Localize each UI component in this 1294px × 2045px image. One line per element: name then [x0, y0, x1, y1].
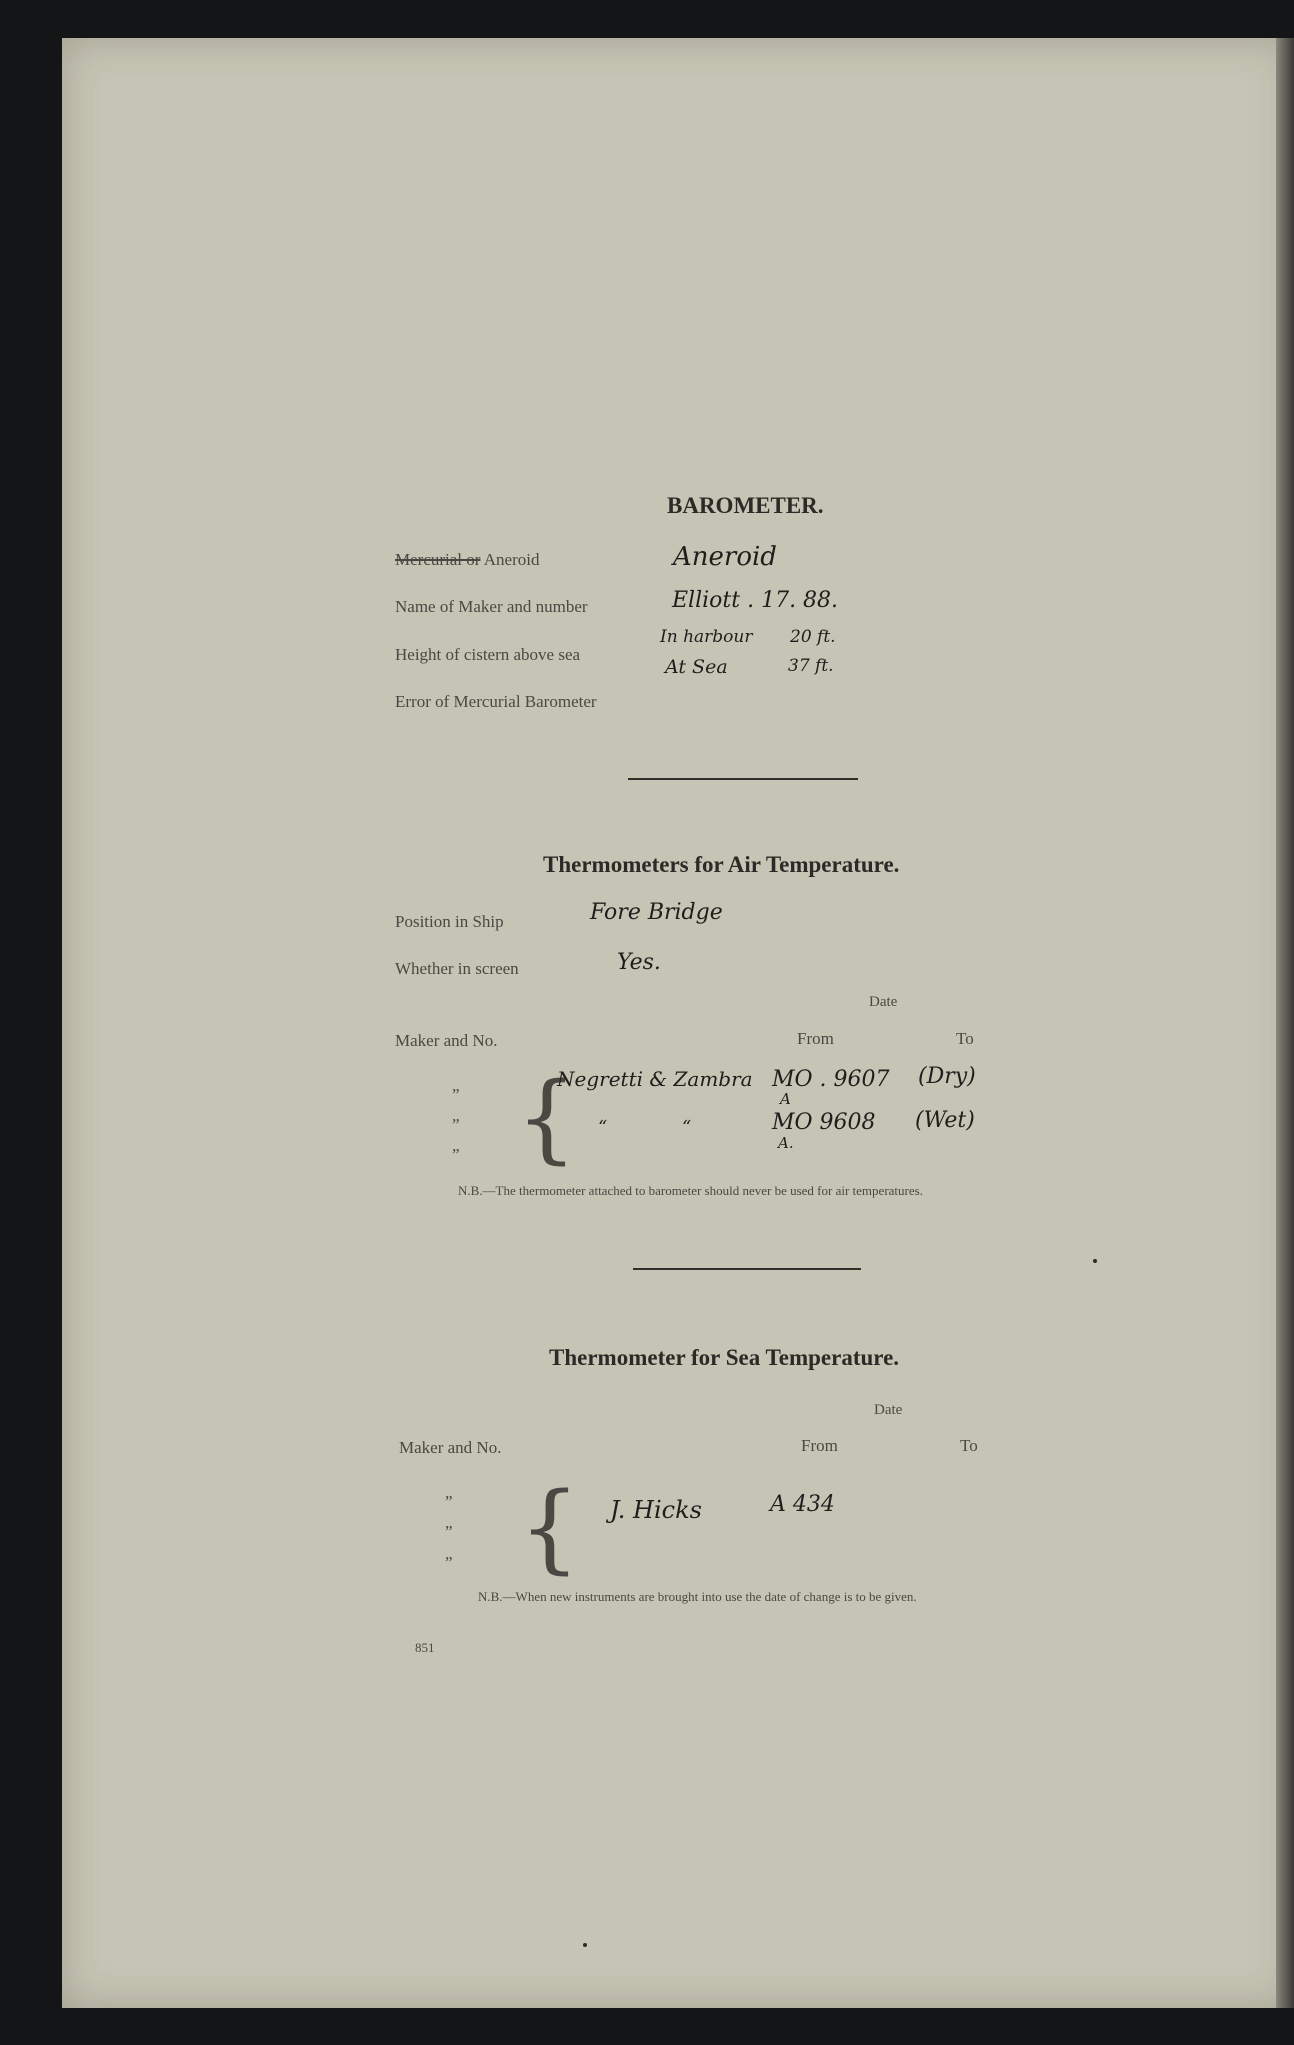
air-row1-kind: (Dry) — [918, 1064, 976, 1089]
ditto-mark: ” — [452, 1115, 460, 1134]
air-row2-maker: “ — [682, 1117, 692, 1138]
maker-label: Name of Maker and number — [395, 597, 588, 616]
maker-value: Elliott . 17. 88. — [672, 588, 839, 613]
ditto-mark: ” — [445, 1492, 453, 1511]
page-number: 851 — [415, 1640, 435, 1655]
air-row2-maker: “ — [598, 1117, 608, 1138]
height-sea-value: 37 ft. — [788, 656, 834, 676]
brace: { — [516, 1062, 578, 1174]
height-harbour: In harbour — [660, 627, 753, 647]
barometer-title: BAROMETER. — [667, 493, 824, 518]
ditto-mark: ” — [452, 1085, 460, 1104]
page-edge — [1276, 38, 1294, 2008]
height-sea: At Sea — [665, 656, 728, 678]
ditto-mark: ” — [452, 1145, 460, 1164]
sea-row1-maker: J. Hicks — [610, 1496, 702, 1524]
ditto-mark: ” — [445, 1522, 453, 1541]
air-date-label: Date — [869, 994, 898, 1010]
air-row2-number: MO 9608 — [772, 1110, 876, 1135]
barometer-type-label — [395, 550, 539, 570]
document-page — [62, 38, 1294, 2008]
sea-from-label: From — [801, 1436, 838, 1455]
divider-2 — [633, 1268, 861, 1270]
divider-1 — [628, 778, 858, 780]
height-harbour-value: 20 ft. — [790, 627, 836, 647]
screen-value: Yes. — [617, 950, 661, 975]
error-label: Error of Mercurial Barometer — [395, 692, 597, 711]
air-row1-maker: Negretti & Zambra — [557, 1067, 753, 1091]
struck-label: Mercurial or — [395, 550, 481, 569]
air-row2-sub: A. — [778, 1134, 794, 1152]
aneroid-label: Aneroid — [483, 550, 540, 569]
ditto-mark: ” — [445, 1553, 453, 1572]
sea-to-label: To — [960, 1436, 978, 1455]
sea-maker-label: Maker and No. — [399, 1438, 502, 1457]
air-row1-number: MO . 9607 — [772, 1067, 890, 1092]
air-title: Thermometers for Air Temperature. — [543, 852, 900, 877]
sea-date-label: Date — [874, 1402, 903, 1418]
brace: { — [519, 1472, 581, 1584]
air-maker-label: Maker and No. — [395, 1031, 498, 1050]
speck — [583, 1943, 587, 1947]
height-label: Height of cistern above sea — [395, 645, 581, 664]
air-from-label: From — [797, 1029, 834, 1048]
screen-label: Whether in screen — [395, 959, 519, 978]
barometer-type-value: Aneroid — [673, 542, 777, 572]
speck — [1093, 1259, 1097, 1263]
position-value: Fore Bridge — [590, 900, 723, 925]
position-label: Position in Ship — [395, 912, 504, 931]
sea-row1-number: A 434 — [770, 1492, 835, 1517]
air-to-label: To — [956, 1029, 974, 1048]
air-note: N.B.—The thermometer attached to barometer should never be used for air temperatures. — [458, 1183, 923, 1198]
air-row2-kind: (Wet) — [915, 1108, 975, 1133]
sea-title: Thermometer for Sea Temperature. — [549, 1345, 900, 1370]
air-row1-sub: A — [780, 1090, 791, 1108]
sea-note: N.B.—When new instruments are brought into use the date of change is to be given. — [478, 1589, 917, 1604]
